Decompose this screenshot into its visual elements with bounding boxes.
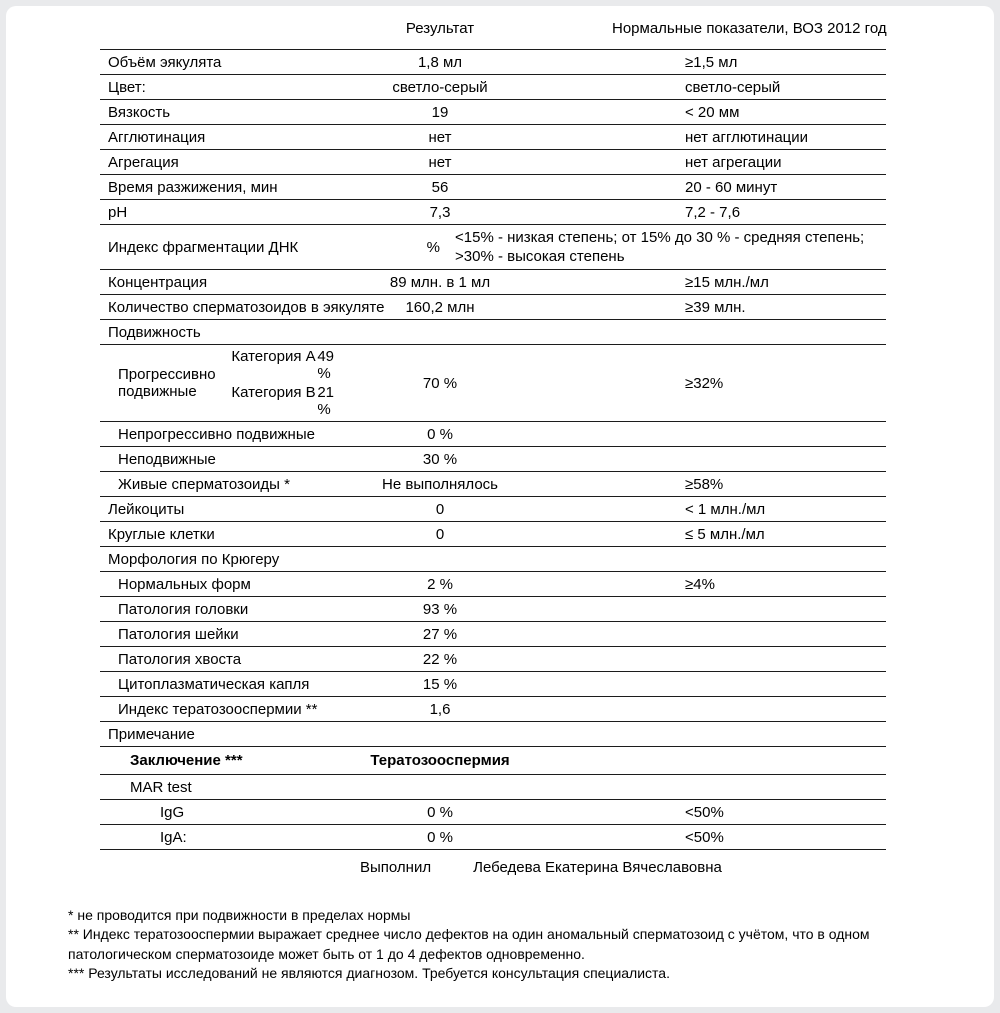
category-row [231,348,350,382]
dna-fragmentation-row [100,225,886,270]
norm-value: светло-серый [685,78,781,96]
result-value: 2 % [427,575,453,593]
param-label: Агглютинация [108,128,206,146]
norm-line: >30% - высокая степень [455,248,625,265]
result-value: 1,8 мл [417,53,463,71]
table-row [100,647,886,672]
param-label: Индекс тератозооспермии ** [118,700,318,718]
param-label: Время разжижения, мин [108,178,278,196]
section-label: MAR test [130,778,192,796]
param-label: Патология шейки [118,625,239,643]
result-value: нет [428,153,452,171]
result-value: 70 % [422,374,458,392]
result-value: % [426,238,440,256]
result-value: 27 % [422,625,458,643]
column-header-norm: Нормальные показатели, ВОЗ 2012 год [612,20,887,37]
result-value: Не выполнялось [382,475,498,493]
table-row [100,422,886,447]
conclusion-value: Тератозооспермия [370,752,510,769]
result-value: 0 [435,500,445,518]
result-value: нет [428,128,452,146]
norm-value: 7,2 - 7,6 [685,203,741,221]
result-value: 0 % [427,803,453,821]
norm-value: ≥58% [685,475,724,493]
table-row [100,672,886,697]
norm-value: < 20 мм [685,103,740,121]
result-value: 1,6 [429,700,451,718]
result-value: 19 [431,103,449,121]
table-row [100,800,886,825]
table-row [100,100,886,125]
param-label: Прогрессивно подвижные [118,366,216,400]
result-value: 7,3 [429,203,451,221]
table-row [100,572,886,597]
table-row [100,75,886,100]
param-label: Вязкость [108,103,171,121]
progressive-motility-row [100,345,886,422]
param-label: Неподвижные [118,450,216,468]
result-value: 0 [435,525,445,543]
table-row [100,472,886,497]
result-value: светло-серый [392,78,488,96]
norm-value: ≥4% [685,575,715,593]
document-page [6,6,994,1007]
table-row [100,497,886,522]
category-value: 21 % [317,384,335,418]
column-header-result: Результат [405,20,475,37]
section-row [100,320,886,345]
norm-value: нет агглютинации [685,128,809,146]
table-row [100,597,886,622]
footnote: *** Результаты исследований не являются диагнозом. Требуется консультация специалиста. [68,964,670,981]
conclusion-row [100,747,886,775]
param-label: Концентрация [108,273,208,291]
motility-label-group [100,348,350,418]
category-row [231,384,350,418]
results-table [100,12,886,880]
param-label: Количество сперматозоидов в эякуляте [108,298,385,316]
category-name: Категория B [231,384,316,401]
param-label: IgG [160,803,185,821]
category-value: 49 % [317,348,335,382]
norm-value: ≥15 млн./мл [685,273,769,291]
param-label: Патология головки [118,600,249,618]
table-row [100,295,886,320]
section-label: Морфология по Крюгеру [108,550,280,568]
norm-line: <15% - низкая степень; от 15% до 30 % - средняя степень; [455,229,865,246]
norm-value: < 1 млн./мл [685,500,766,518]
table-row [100,825,886,850]
param-label: Объём эякулята [108,53,222,71]
section-row [100,722,886,747]
result-value: 0 % [427,425,453,443]
section-label: Подвижность [108,323,201,341]
result-value: 56 [431,178,449,196]
norm-value: ≥39 млн. [685,298,746,316]
param-label: Лейкоциты [108,500,185,518]
param-label: Живые сперматозоиды * [118,475,290,493]
table-row [100,200,886,225]
table-row [100,125,886,150]
norm-value [450,228,886,266]
param-label: Нормальных форм [118,575,251,593]
table-row [100,522,886,547]
table-row [100,50,886,75]
table-row [100,270,886,295]
table-row [100,447,886,472]
executor-label: Выполнил [360,859,432,876]
param-label: Круглые клетки [108,525,215,543]
category-name: Категория A [231,348,316,365]
param-label: Цитоплазматическая капля [118,675,310,693]
norm-value: 20 - 60 минут [685,178,778,196]
result-value: 93 % [422,600,458,618]
table-row [100,697,886,722]
param-label: Индекс фрагментации ДНК [108,238,299,256]
footnote: ** Индекс тератозооспермии выражает среднее число дефектов на один аномальный сперматозоид с учётом, что в одном патологическом сперматозоиде может быть от 1 до 4 дефектов одновременно. [68,926,870,962]
executor-name: Лебедева Екатерина Вячеславовна [473,859,722,876]
section-label: Примечание [108,725,195,743]
norm-value: ≥32% [685,374,724,392]
result-value: 30 % [422,450,458,468]
footnotes [68,906,973,983]
norm-value: <50% [685,803,724,821]
param-label: Цвет: [108,78,146,96]
conclusion-label: Заключение *** [130,752,243,769]
section-row [100,775,886,800]
executor-row [100,850,886,880]
result-value: 89 млн. в 1 мл [389,273,491,291]
param-label: pH [108,203,128,221]
category-table [231,348,350,418]
param-label: Непрогрессивно подвижные [118,425,315,443]
norm-value: нет агрегации [685,153,782,171]
footnote: * не проводится при подвижности в пределах нормы [68,907,411,923]
result-value: 15 % [422,675,458,693]
norm-value: <50% [685,828,724,846]
param-label: Патология хвоста [118,650,242,668]
table-row [100,175,886,200]
table-row [100,622,886,647]
result-value: 160,2 млн [405,298,475,316]
norm-value: ≤ 5 млн./мл [685,525,765,543]
table-row [100,150,886,175]
param-label: IgA: [160,828,187,846]
table-header-row [100,12,886,50]
param-label: Агрегация [108,153,179,171]
result-value: 0 % [427,828,453,846]
results-table-body [100,50,886,880]
norm-value: ≥1,5 мл [685,53,738,71]
result-value: 22 % [422,650,458,668]
section-row [100,547,886,572]
